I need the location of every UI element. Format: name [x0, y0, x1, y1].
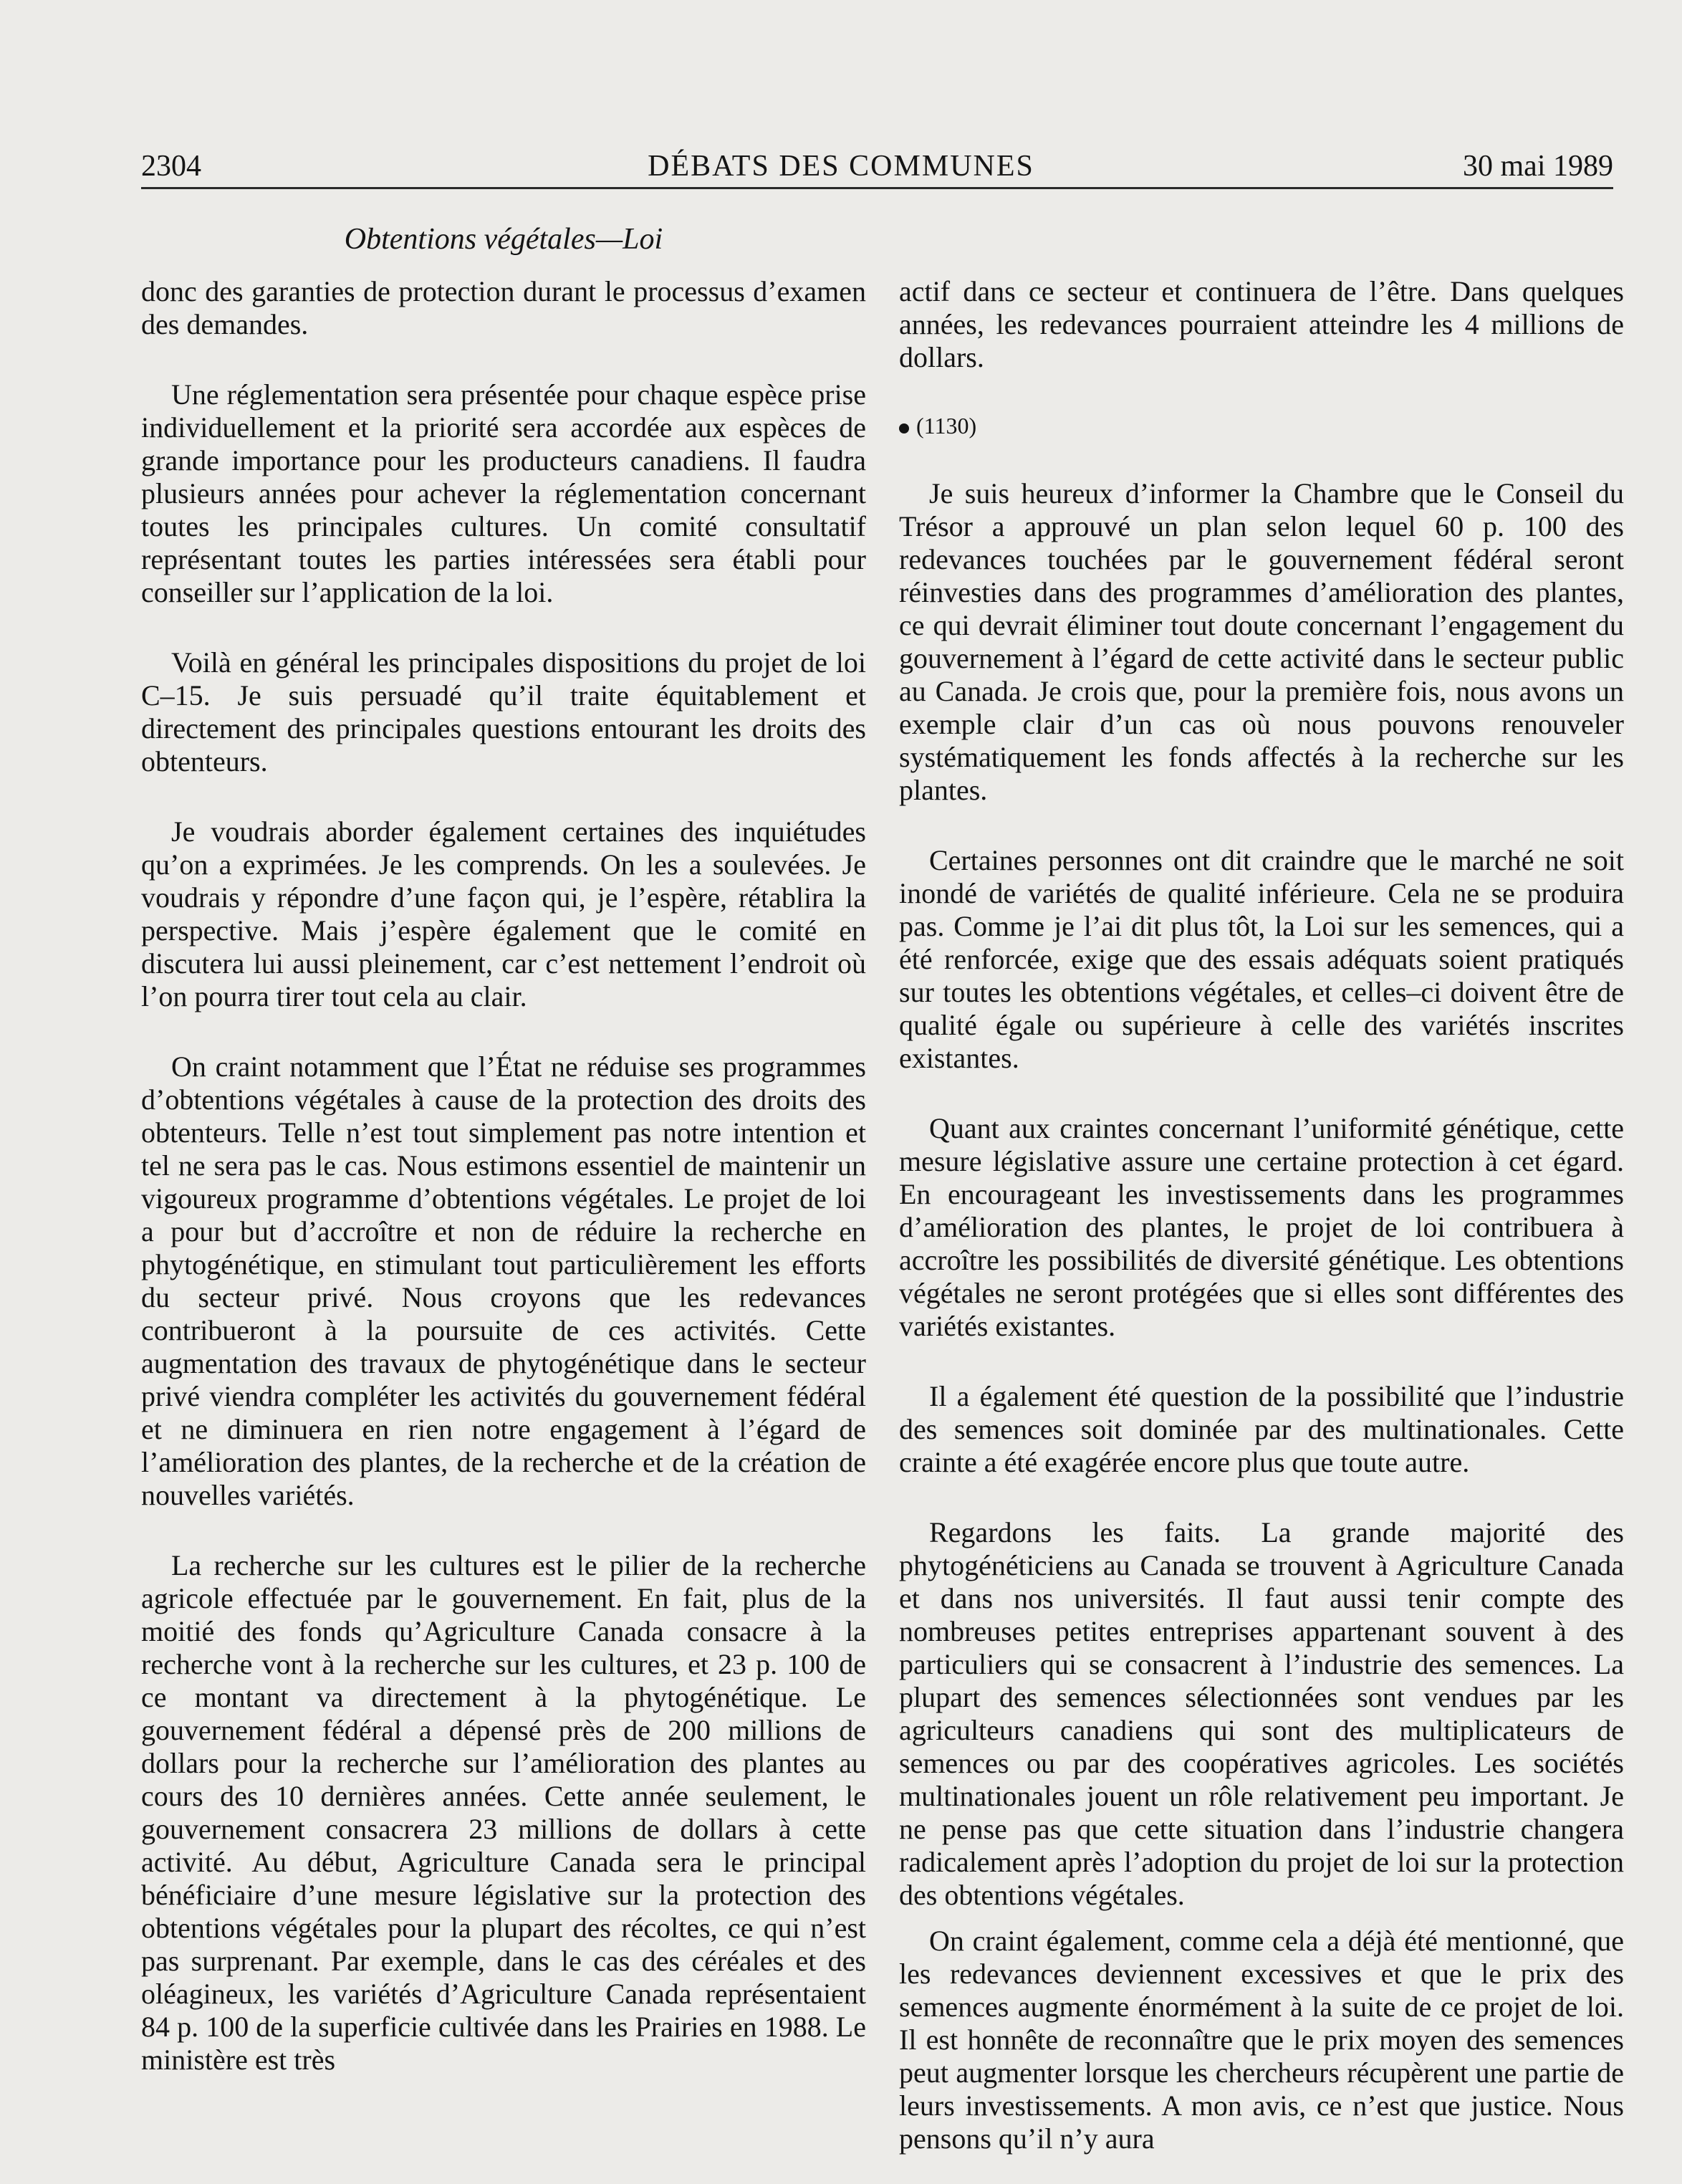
paragraph-continuation: actif dans ce secteur et continuera de l’être. Dans quelques années, les redevances pourraient atteindre les 4 millions de dollars.	[899, 275, 1624, 373]
bullet-icon	[899, 423, 909, 434]
paragraph: Une réglementation sera présentée pour chaque espèce prise individuellement et la priorité sera accordée aux espèces de grande importance pour les producteurs canadiens. Il faudra plusieurs années pour achever la réglementation concernant toutes les principales cultures. Un comité consultatif représentant toutes les parties intéressées sera établi pour conseiller sur l’application de la loi.	[141, 378, 866, 608]
paragraph: Voilà en général les principales dispositions du projet de loi C–15. Je suis persuadé qu’il traite équitablement et directement des principales questions entourant les droits des obtenteurs.	[141, 646, 866, 777]
left-column	[141, 275, 866, 2089]
section-rubric: Obtentions végétales—Loi	[344, 223, 663, 256]
paragraph: On craint également, comme cela a déjà été mentionné, que les redevances deviennent excessives et que le prix des semences augmente énormément à la suite de ce projet de loi. Il est honnête de reconnaître que le prix moyen des semences peut augmenter lorsque les chercheurs récupèrent une partie de leurs investissements. A mon avis, ce n’est que justice. Nous pensons qu’il n’y aura	[899, 1925, 1624, 2155]
time-marker	[899, 411, 1624, 440]
paragraph: donc des garanties de protection durant le processus d’examen des demandes.	[141, 275, 866, 340]
header-date: 30 mai 1989	[1463, 150, 1613, 183]
paragraph: On craint notamment que l’État ne réduise ses programmes d’obtentions végétales à cause de la protection des droits des obtenteurs. Telle n’est tout simplement pas notre intention et tel ne sera pas le cas. Nous estimons essentiel de maintenir un vigoureux programme d’obtentions végétales. Le projet de loi a pour but d’accroître et non de réduire la recherche en phytogénétique, en stimulant tout particulièrement les efforts du secteur privé. Nous croyons que les redevances contribueront à la poursuite de ces activités. Cette augmentation des travaux de phytogénétique dans le secteur privé viendra compléter les activités du gouvernement fédéral et ne diminuera en rien notre engagement à l’égard de l’amélioration des plantes, de la recherche et de la création de nouvelles variétés.	[141, 1050, 866, 1511]
paragraph: Je voudrais aborder également certaines des inquiétudes qu’on a exprimées. Je les comprends. On les a soulevées. Je voudrais y répondre d’une façon qui, je l’espère, rétablira la perspective. Mais j’espère également que le comité en discutera lui aussi pleinement, car c’est nettement l’endroit où l’on pourra tirer tout cela au clair.	[141, 815, 866, 1012]
paragraph: Quant aux craintes concernant l’uniformité génétique, cette mesure législative assure une certaine protection à cet égard. En encourageant les investissements dans les programmes d’amélioration des plantes, le projet de loi contribuera à accroître les possibilités de diversité génétique. Les obtentions végétales ne seront protégées que si elles sont différentes des variétés existantes.	[899, 1112, 1624, 1342]
paragraph: Regardons les faits. La grande majorité des phytogénéticiens au Canada se trouvent à Agriculture Canada et dans nos universités. Il faut aussi tenir compte des nombreuses petites entreprises appartenant souvent à des particuliers qui se consacrent à l’industrie des semences. La plupart des semences sélectionnées sont vendues par les agriculteurs canadiens qui sont des multiplicateurs de semences ou par des coopératives agricoles. Les sociétés multinationales jouent un rôle relativement peu important. Je ne pense pas que cette situation dans l’industrie changera radicalement après l’adoption du projet de loi sur la protection des obtentions végétales.	[899, 1516, 1624, 1911]
paragraph: Je suis heureux d’informer la Chambre que le Conseil du Trésor a approuvé un plan selon lequel 60 p. 100 des redevances touchées par le gouvernement fédéral seront réinvesties dans des programmes d’amélioration des plantes, ce qui devrait éliminer tout doute concernant l’engagement du gouvernement à l’égard de cette activité dans le secteur public au Canada. Je crois que, pour la première fois, nous avons un exemple clair d’un cas où nous pouvons renouveler systématiquement les fonds affectés à la recherche sur les plantes.	[899, 477, 1624, 806]
header-rule	[141, 187, 1613, 189]
paragraph: La recherche sur les cultures est le pilier de la recherche agricole effectuée par le gouvernement. En fait, plus de la moitié des fonds qu’Agriculture Canada consacre à la recherche vont à la recherche sur les cultures, et 23 p. 100 de ce montant va directement à la phytogénétique. Le gouvernement fédéral a dépensé près de 200 millions de dollars pour la recherche sur l’amélioration des plantes au cours des 10 dernières années. Cette année seulement, le gouvernement consacrera 23 millions de dollars à cette activité. Au début, Agriculture Canada sera le principal bénéficiaire d’une mesure législative sur la protection des obtentions végétales pour la plupart des récoltes, ce qui n’est pas surprenant. Par exemple, dans le cas des céréales et des oléagineux, les variétés d’Agriculture Canada représentaient 84 p. 100 de la superficie cultivée dans les Prairies en 1988. Le ministère est très	[141, 1549, 866, 2076]
page-number: 2304	[141, 150, 201, 183]
time-marker-text: (1130)	[916, 413, 977, 439]
right-column	[899, 275, 1624, 2168]
paragraph: Certaines personnes ont dit craindre que le marché ne soit inondé de variétés de qualité inférieure. Cela ne se produira pas. Comme je l’ai dit plus tôt, la Loi sur les semences, qui a été renforcée, exige que des essais adéquats soient pratiqués sur toutes les obtentions végétales, et celles–ci doivent être de qualité égale ou supérieure à celle des variétés inscrites existantes.	[899, 844, 1624, 1074]
paragraph: Il a également été question de la possibilité que l’industrie des semences soit dominée par des multinationales. Cette crainte a été exagérée encore plus que toute autre.	[899, 1380, 1624, 1478]
publication-title: DÉBATS DES COMMUNES	[648, 150, 1034, 183]
